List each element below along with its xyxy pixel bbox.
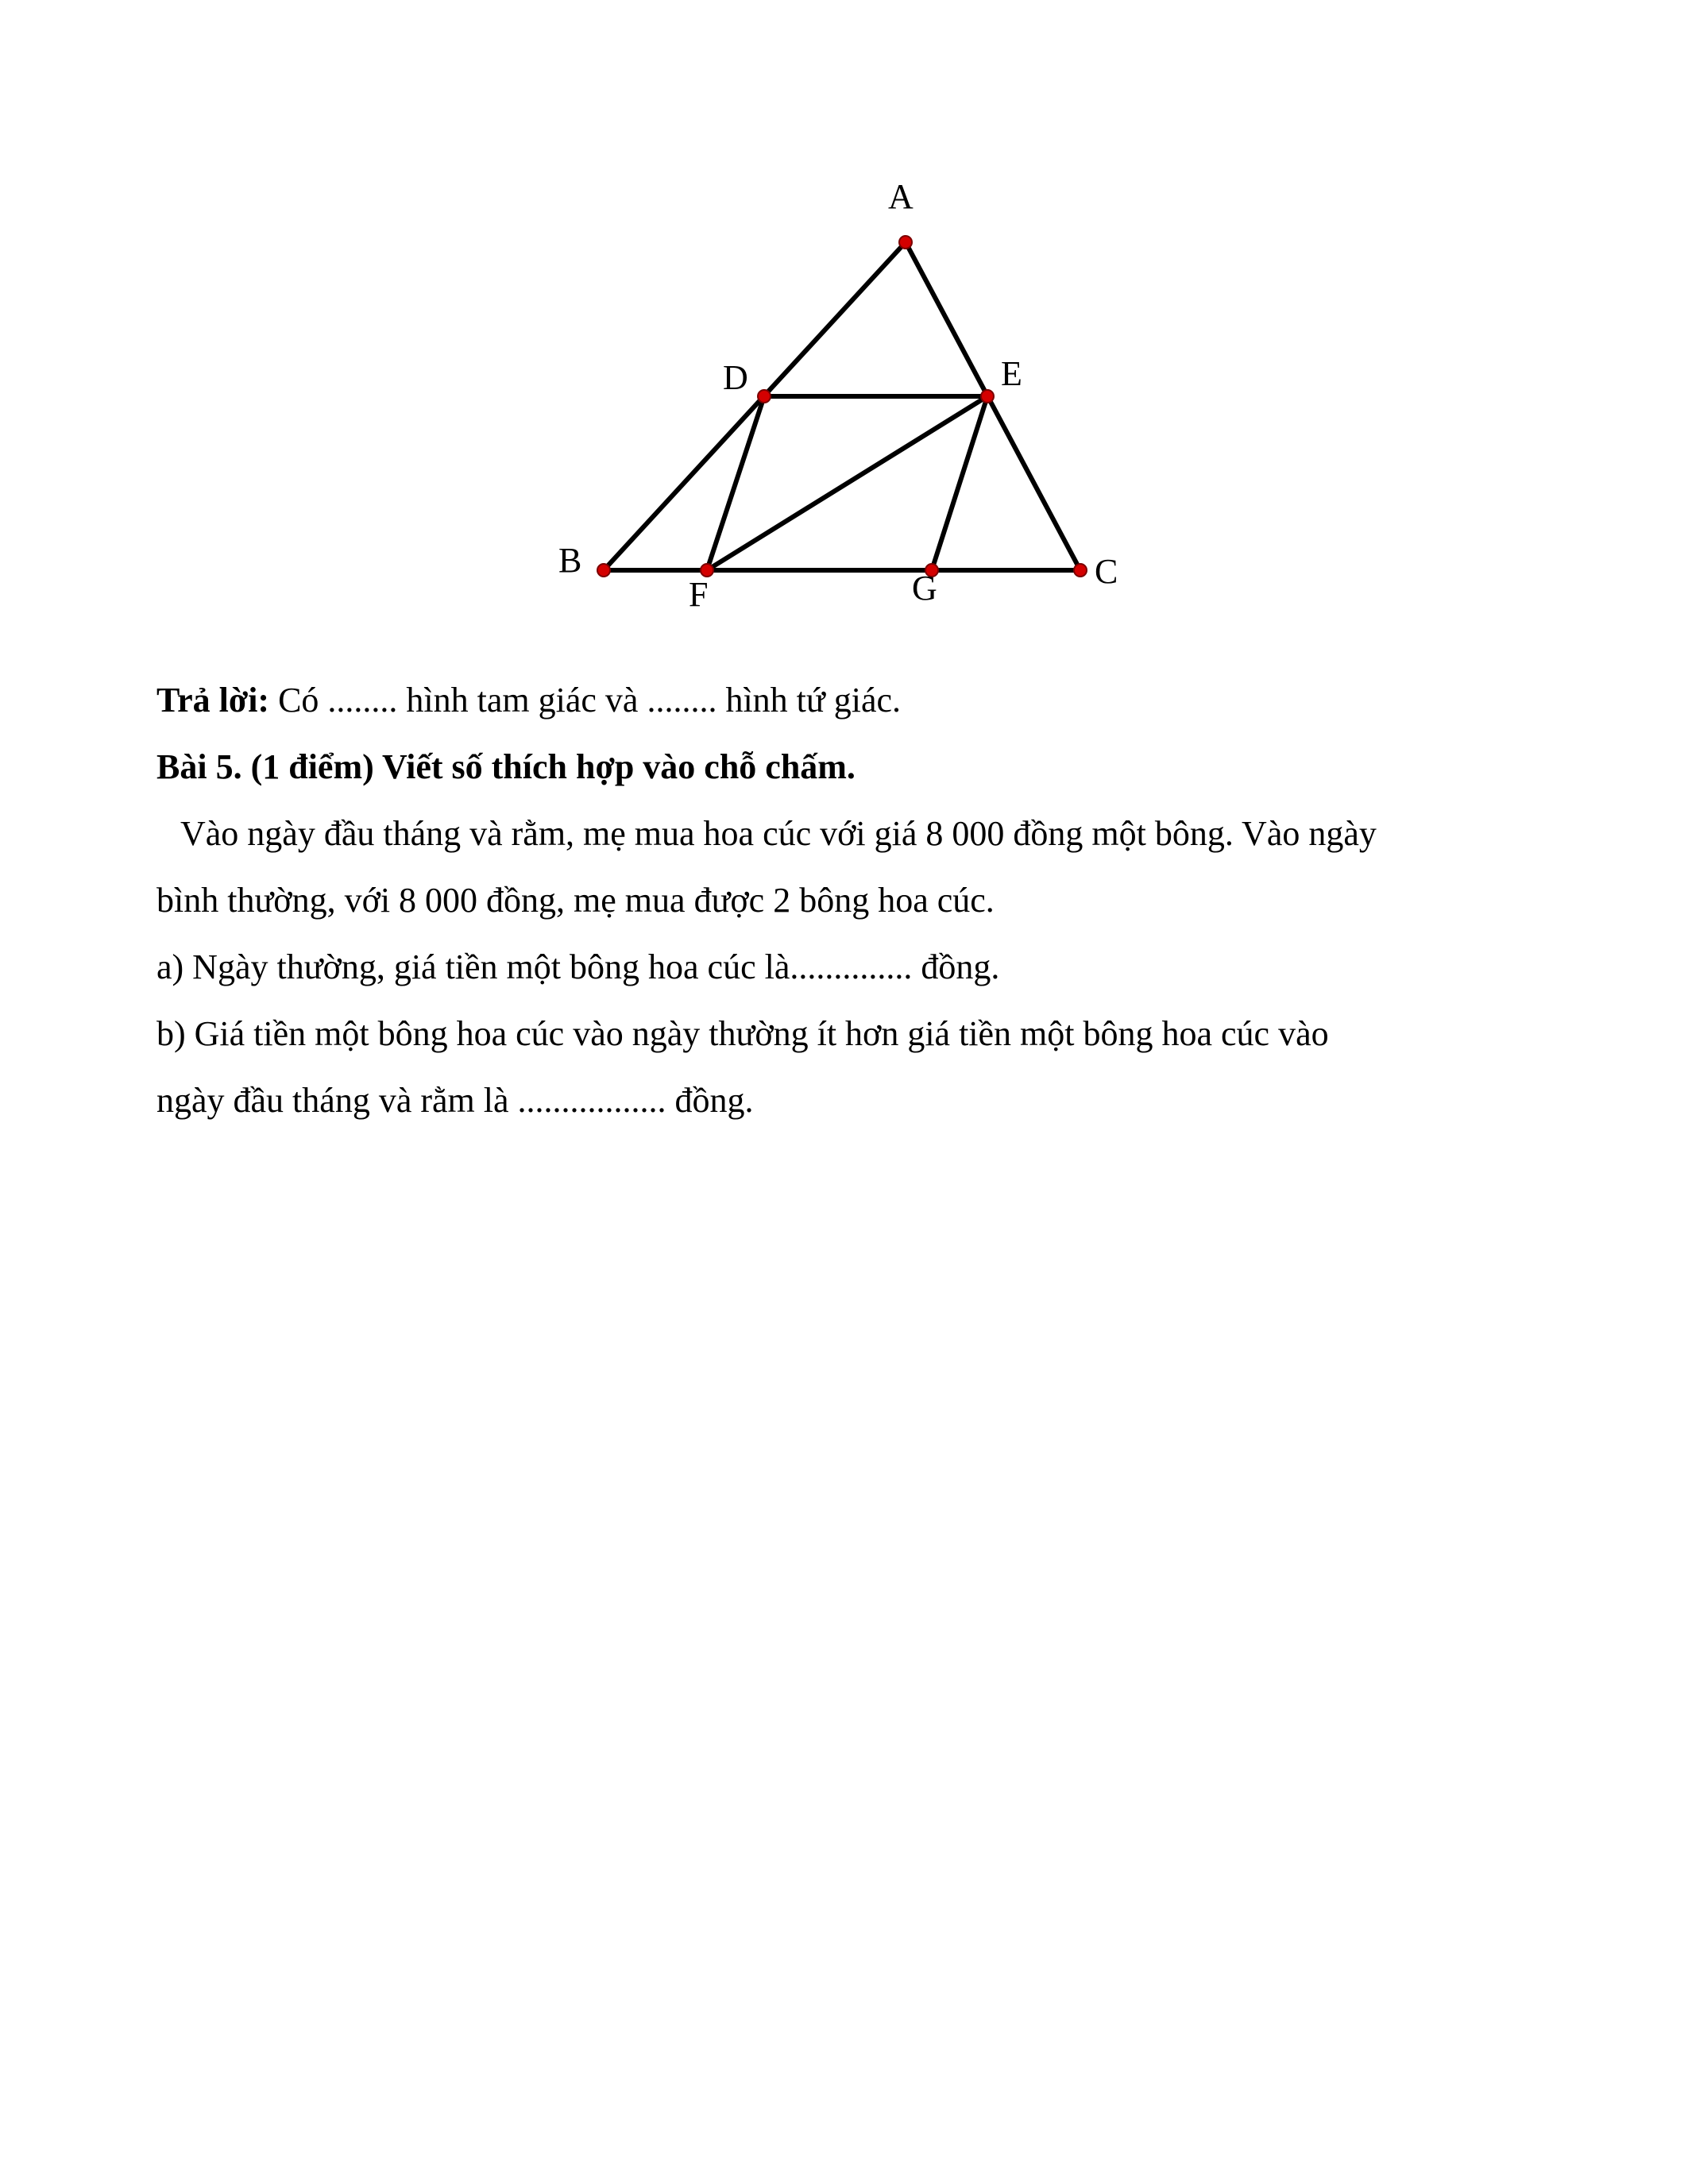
segment-eg xyxy=(932,396,987,570)
point-d-label: D xyxy=(723,358,748,397)
point-b-dot xyxy=(597,564,610,577)
segment-df xyxy=(707,396,764,570)
point-g-label: G xyxy=(912,569,937,608)
point-c-dot xyxy=(1074,564,1087,577)
point-b-label: B xyxy=(558,541,582,580)
answer-line xyxy=(156,667,1555,734)
point-a-dot xyxy=(899,236,912,249)
point-e-dot xyxy=(981,390,994,403)
exercise5-question-b-line1: b) Giá tiền một bông hoa cúc vào ngày thường ít hơn giá tiền một bông hoa cúc vào xyxy=(156,1014,1329,1053)
point-e-label: E xyxy=(1001,354,1022,393)
text-content xyxy=(156,667,1555,1134)
exercise5-question-a: a) Ngày thường, giá tiền một bông hoa cúc là.............. đồng. xyxy=(156,947,1000,986)
exercise5-paragraph-line2: bình thường, với 8 000 đồng, mẹ mua được 2 bông hoa cúc. xyxy=(156,881,995,920)
segment-ef xyxy=(707,396,987,570)
exercise5-heading: Bài 5. (1 điểm) Viết số thích hợp vào chỗ chấm. xyxy=(156,747,856,786)
exercise5-question-b-line2: ngày đầu tháng và rằm là ................. đồng. xyxy=(156,1081,754,1120)
answer-label: Trả lời: xyxy=(156,681,270,720)
segment-ab xyxy=(604,242,906,570)
point-c-label: C xyxy=(1095,552,1118,591)
point-f-label: F xyxy=(689,575,709,614)
geometry-figure xyxy=(0,0,1688,635)
answer-text: Có ........ hình tam giác và ........ hình tứ giác. xyxy=(269,681,902,720)
exercise5-paragraph-line1: Vào ngày đầu tháng và rằm, mẹ mua hoa cúc với giá 8 000 đồng một bông. Vào ngày xyxy=(180,814,1377,853)
point-d-dot xyxy=(758,390,771,403)
point-a-label: A xyxy=(888,177,914,216)
segment-ac xyxy=(906,242,1080,570)
